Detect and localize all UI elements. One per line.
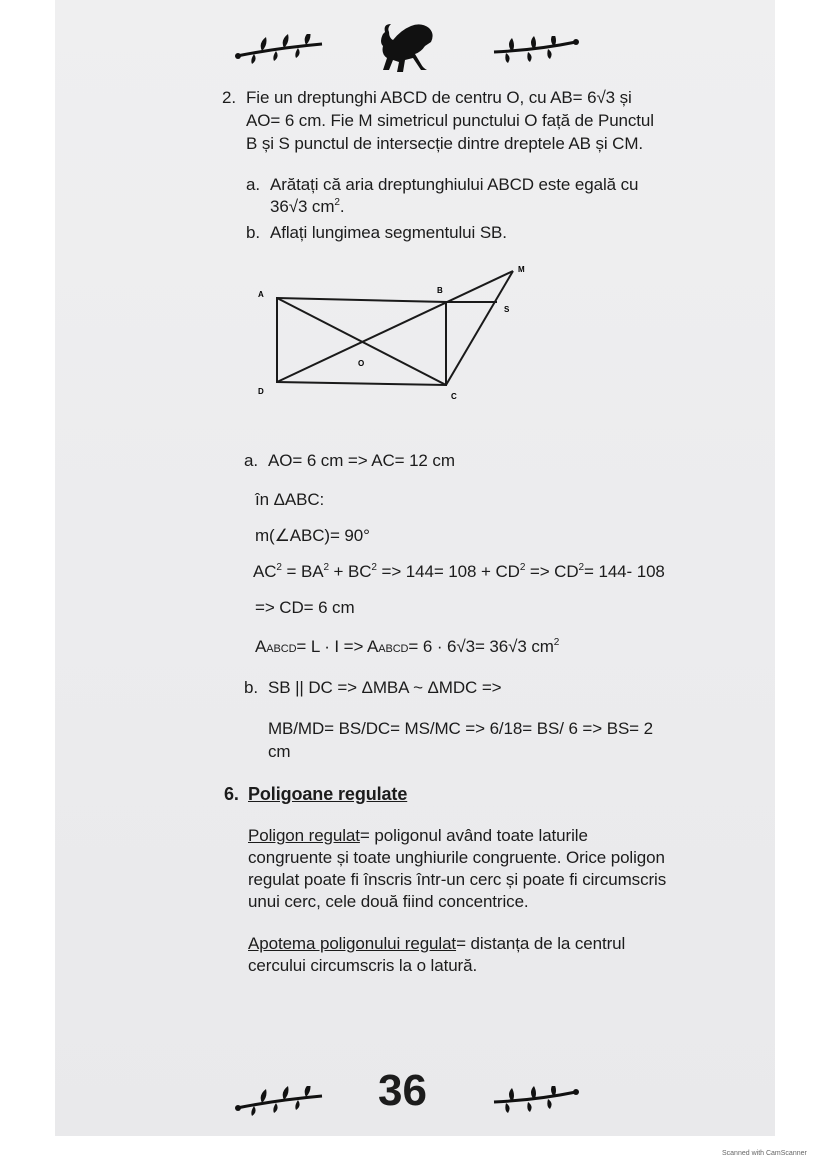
definition-line: Poligon regulat= poligonul având toate laturile bbox=[248, 826, 588, 845]
label-o: O bbox=[358, 359, 365, 368]
section-title: Poligoane regulate bbox=[248, 784, 408, 804]
page-number: 36 bbox=[378, 1066, 427, 1115]
solution-a-label: a. bbox=[244, 451, 258, 470]
problem-statement-line: Fie un dreptunghi ABCD de centru O, cu AB= 6√3 și bbox=[246, 88, 632, 107]
task-b-label: b. bbox=[246, 223, 260, 242]
laurel-right-icon bbox=[492, 1086, 582, 1116]
problem-statement-line: AO= 6 cm. Fie M simetricul punctului O față de Punctul bbox=[246, 111, 654, 130]
solution-pythagoras: $AC^2 = BA^2 + BC^2 => 144= 108 + CD^2 => CD^2= 144-$ 108 bbox=[253, 562, 665, 581]
laurel-left-icon bbox=[232, 34, 327, 64]
solution-line: AO= 6 cm => AC= 12 cm bbox=[268, 451, 455, 470]
laurel-left-icon bbox=[232, 1086, 327, 1116]
definition-line: unui cerc, cele două fiind concentrice. bbox=[248, 892, 529, 911]
problem-statement-line: B și S punctul de intersecție dintre dreptele AB și CM. bbox=[246, 134, 644, 153]
problem-number: 2. bbox=[222, 88, 236, 107]
solution-line: MB/MD= BS/DC= MS/MC => 6/18= BS/ 6 => BS= 2 bbox=[268, 719, 653, 738]
section-number: 6. bbox=[224, 784, 239, 804]
label-b: B bbox=[437, 286, 443, 295]
solution-line: cm bbox=[268, 742, 291, 761]
solution-line: SB || DC => ΔMBA ~ ΔMDC => bbox=[268, 678, 502, 697]
scanner-watermark: Scanned with CamScanner bbox=[722, 1150, 807, 1157]
definition-line: Apotema poligonului regulat= distanța de la centrul bbox=[248, 934, 626, 953]
definition-line: cercului circumscris la o latură. bbox=[248, 956, 478, 975]
label-c: C bbox=[451, 392, 457, 401]
label-m: M bbox=[518, 265, 525, 274]
geometry-figure bbox=[240, 255, 540, 415]
solution-line: în ΔABC: bbox=[255, 490, 325, 509]
label-s: S bbox=[504, 305, 510, 314]
definition-line: congruente și toate unghiurile congruente. Orice poligon bbox=[248, 848, 665, 867]
solution-line: => CD= 6 cm bbox=[255, 598, 355, 617]
label-d: D bbox=[258, 387, 264, 396]
definition-line: regulat poate fi înscris într-un cerc și poate fi circumscris bbox=[248, 870, 667, 889]
label-a: A bbox=[258, 290, 264, 299]
solution-line: m(∠ABC)= 90° bbox=[255, 526, 370, 545]
task-a-label: a. bbox=[246, 175, 260, 194]
solution-area: AABCD= L · I => AABCD= 6 · 6√3= 36√3 $cm^2$ bbox=[255, 637, 560, 656]
task-a-text: Arătați că aria dreptunghiului ABCD este egală cu bbox=[270, 175, 639, 194]
solution-b-label: b. bbox=[244, 678, 258, 697]
task-b-text: Aflați lungimea segmentului SB. bbox=[270, 223, 507, 242]
laurel-right-icon bbox=[492, 36, 582, 66]
line-cm bbox=[446, 271, 513, 385]
task-a-text: 36√3 $cm^2$. bbox=[270, 197, 345, 216]
line-dm bbox=[277, 271, 513, 382]
lion-icon bbox=[377, 22, 439, 78]
